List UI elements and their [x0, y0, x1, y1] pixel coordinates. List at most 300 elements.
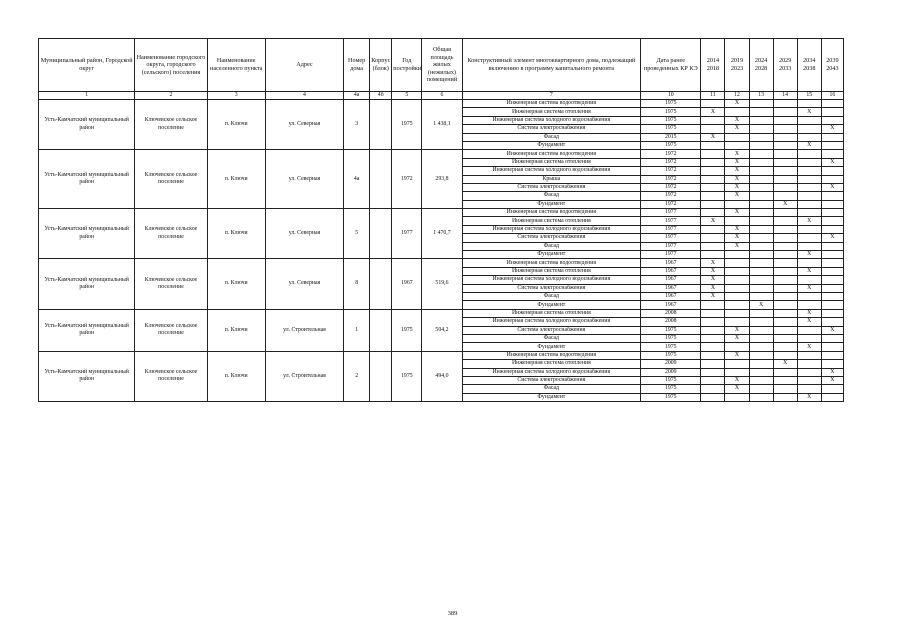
- prior-repair-date-cell: 1972: [641, 150, 701, 158]
- prior-repair-date-cell: 1977: [641, 217, 701, 225]
- period-cell: [821, 318, 843, 326]
- planned-mark: X: [797, 217, 821, 225]
- column-number: 6: [422, 92, 462, 100]
- element-name-cell: Инженерная система отопления: [462, 217, 641, 225]
- period-cell: [701, 167, 725, 175]
- table-body: [39, 100, 844, 402]
- period-cell: [749, 133, 773, 141]
- prior-repair-date-cell: 1975: [641, 343, 701, 351]
- prior-repair-date-cell: 2009: [641, 360, 701, 368]
- planned-mark: X: [725, 225, 749, 233]
- block-cell: [370, 150, 392, 209]
- period-cell: [821, 116, 843, 124]
- period-cell: [749, 368, 773, 376]
- planned-mark: X: [821, 326, 843, 334]
- period-cell: [749, 334, 773, 342]
- period-cell: [749, 234, 773, 242]
- period-cell: [773, 167, 797, 175]
- period-cell: [701, 225, 725, 233]
- element-name-cell: Инженерная система холодного водоснабжения: [462, 116, 641, 124]
- element-name-cell: Система электроснабжения: [462, 183, 641, 191]
- planned-mark: X: [725, 125, 749, 133]
- period-cell: [797, 200, 821, 208]
- header-cell: Номер дома: [344, 39, 370, 92]
- period-cell: [725, 284, 749, 292]
- element-name-cell: Инженерная система отопления: [462, 158, 641, 166]
- period-cell: [701, 343, 725, 351]
- period-cell: [725, 108, 749, 116]
- period-cell: [821, 343, 843, 351]
- planned-mark: X: [701, 276, 725, 284]
- column-number: 4: [265, 92, 343, 100]
- period-cell: [725, 267, 749, 275]
- period-cell: [797, 167, 821, 175]
- planned-mark: X: [725, 158, 749, 166]
- prior-repair-date-cell: 1975: [641, 385, 701, 393]
- planned-mark: X: [821, 234, 843, 242]
- house-number-cell: 1: [344, 309, 370, 351]
- header-cell: 2039 2043: [821, 39, 843, 92]
- period-cell: [797, 276, 821, 284]
- district-cell: Усть-Камчатский муниципальный район: [39, 209, 135, 259]
- period-cell: [821, 242, 843, 250]
- locality-cell: п. Ключи: [207, 351, 265, 401]
- element-name-cell: Система электроснабжения: [462, 125, 641, 133]
- block-cell: [370, 351, 392, 401]
- period-cell: [821, 192, 843, 200]
- element-name-cell: Фасад: [462, 385, 641, 393]
- area-cell: 519,6: [422, 259, 462, 309]
- planned-mark: X: [725, 234, 749, 242]
- header-cell: Наименование городского округа, городского (сельского) поселения: [135, 39, 207, 92]
- period-cell: [725, 368, 749, 376]
- prior-repair-date-cell: 1977: [641, 242, 701, 250]
- element-name-cell: Система электроснабжения: [462, 284, 641, 292]
- prior-repair-date-cell: 1967: [641, 292, 701, 300]
- prior-repair-date-cell: 1975: [641, 334, 701, 342]
- period-cell: [773, 133, 797, 141]
- column-number: 15: [797, 92, 821, 100]
- planned-mark: X: [773, 360, 797, 368]
- period-cell: [749, 351, 773, 359]
- planned-mark: X: [725, 376, 749, 384]
- period-cell: [773, 385, 797, 393]
- period-cell: [797, 183, 821, 191]
- column-number: 14: [773, 92, 797, 100]
- period-cell: [749, 100, 773, 108]
- header-cell: Дата ранее проведенных КР КЭ: [641, 39, 701, 92]
- period-cell: [749, 192, 773, 200]
- prior-repair-date-cell: 1975: [641, 351, 701, 359]
- planned-mark: X: [701, 292, 725, 300]
- district-cell: Усть-Камчатский муниципальный район: [39, 351, 135, 401]
- period-cell: [821, 334, 843, 342]
- column-number: 1: [39, 92, 135, 100]
- period-cell: [797, 301, 821, 309]
- address-cell: ул. Северная: [265, 100, 343, 150]
- element-name-cell: Фундамент: [462, 301, 641, 309]
- prior-repair-date-cell: 1975: [641, 116, 701, 124]
- locality-cell: п. Ключи: [207, 100, 265, 150]
- planned-mark: X: [797, 141, 821, 149]
- period-cell: [773, 209, 797, 217]
- planned-mark: X: [821, 368, 843, 376]
- table-row: [39, 100, 844, 108]
- planned-mark: X: [821, 183, 843, 191]
- period-cell: [773, 326, 797, 334]
- period-cell: [773, 234, 797, 242]
- planned-mark: X: [797, 393, 821, 401]
- element-name-cell: Инженерная система холодного водоснабжения: [462, 318, 641, 326]
- planned-mark: X: [725, 167, 749, 175]
- period-cell: [797, 158, 821, 166]
- planned-mark: X: [725, 100, 749, 108]
- period-cell: [821, 141, 843, 149]
- table-row: [39, 209, 844, 217]
- period-cell: [701, 251, 725, 259]
- planned-mark: X: [749, 301, 773, 309]
- element-name-cell: Крыша: [462, 175, 641, 183]
- planned-mark: X: [773, 200, 797, 208]
- element-name-cell: Инженерная система водоотведения: [462, 351, 641, 359]
- period-cell: [821, 385, 843, 393]
- planned-mark: X: [725, 209, 749, 217]
- planned-mark: X: [821, 376, 843, 384]
- element-name-cell: Фасад: [462, 133, 641, 141]
- period-cell: [725, 133, 749, 141]
- year-built-cell: 1975: [392, 351, 422, 401]
- period-cell: [749, 284, 773, 292]
- period-cell: [773, 192, 797, 200]
- period-cell: [749, 125, 773, 133]
- period-cell: [773, 251, 797, 259]
- planned-mark: X: [797, 267, 821, 275]
- page-number: 389: [447, 610, 458, 617]
- header-cell: Конструктивный элемент многоквартирного дома, подлежащий включению в программу капитального ремонта: [462, 39, 641, 92]
- prior-repair-date-cell: 1975: [641, 100, 701, 108]
- locality-cell: п. Ключи: [207, 150, 265, 209]
- planned-mark: X: [797, 251, 821, 259]
- prior-repair-date-cell: 1967: [641, 267, 701, 275]
- period-cell: [773, 351, 797, 359]
- prior-repair-date-cell: 1975: [641, 125, 701, 133]
- period-cell: [773, 141, 797, 149]
- column-number: 2: [135, 92, 207, 100]
- column-number: 4а: [344, 92, 370, 100]
- period-cell: [701, 309, 725, 317]
- planned-mark: X: [821, 125, 843, 133]
- period-cell: [797, 125, 821, 133]
- locality-cell: п. Ключи: [207, 309, 265, 351]
- prior-repair-date-cell: 1972: [641, 192, 701, 200]
- table-row: [39, 351, 844, 359]
- header-cell: 2014 2018: [701, 39, 725, 92]
- period-cell: [797, 133, 821, 141]
- period-cell: [797, 100, 821, 108]
- element-name-cell: Система электроснабжения: [462, 326, 641, 334]
- period-cell: [725, 393, 749, 401]
- period-cell: [701, 334, 725, 342]
- period-cell: [701, 175, 725, 183]
- prior-repair-date-cell: 1975: [641, 108, 701, 116]
- period-cell: [725, 360, 749, 368]
- planned-mark: X: [725, 385, 749, 393]
- district-cell: Усть-Камчатский муниципальный район: [39, 100, 135, 150]
- period-cell: [773, 393, 797, 401]
- repair-program-table: [38, 38, 844, 402]
- period-cell: [749, 183, 773, 191]
- period-cell: [773, 368, 797, 376]
- element-name-cell: Система электроснабжения: [462, 234, 641, 242]
- period-cell: [749, 158, 773, 166]
- prior-repair-date-cell: 2015: [641, 133, 701, 141]
- period-cell: [701, 158, 725, 166]
- prior-repair-date-cell: 1975: [641, 141, 701, 149]
- year-built-cell: 1975: [392, 100, 422, 150]
- period-cell: [701, 385, 725, 393]
- element-name-cell: Фундамент: [462, 393, 641, 401]
- period-cell: [749, 225, 773, 233]
- period-cell: [701, 376, 725, 384]
- settlement-cell: Ключевское сельское поселение: [135, 100, 207, 150]
- planned-mark: X: [701, 108, 725, 116]
- element-name-cell: Инженерная система отопления: [462, 309, 641, 317]
- period-cell: [773, 292, 797, 300]
- column-number-row: [39, 92, 844, 100]
- prior-repair-date-cell: 1972: [641, 175, 701, 183]
- area-cell: 494,0: [422, 351, 462, 401]
- period-cell: [773, 158, 797, 166]
- period-cell: [821, 292, 843, 300]
- year-built-cell: 1975: [392, 309, 422, 351]
- prior-repair-date-cell: 1967: [641, 259, 701, 267]
- period-cell: [797, 292, 821, 300]
- column-number: 3: [207, 92, 265, 100]
- period-cell: [725, 259, 749, 267]
- period-cell: [701, 141, 725, 149]
- settlement-cell: Ключевское сельское поселение: [135, 259, 207, 309]
- period-cell: [701, 368, 725, 376]
- period-cell: [821, 267, 843, 275]
- period-cell: [821, 108, 843, 116]
- address-cell: ул. Строительная: [265, 309, 343, 351]
- period-cell: [821, 301, 843, 309]
- period-cell: [701, 393, 725, 401]
- planned-mark: X: [701, 267, 725, 275]
- year-built-cell: 1977: [392, 209, 422, 259]
- block-cell: [370, 209, 392, 259]
- period-cell: [773, 125, 797, 133]
- period-cell: [749, 209, 773, 217]
- period-cell: [773, 225, 797, 233]
- period-cell: [749, 376, 773, 384]
- address-cell: ул. Северная: [265, 259, 343, 309]
- element-name-cell: Фундамент: [462, 251, 641, 259]
- period-cell: [773, 259, 797, 267]
- period-cell: [821, 309, 843, 317]
- period-cell: [797, 150, 821, 158]
- period-cell: [773, 242, 797, 250]
- column-number: 11: [701, 92, 725, 100]
- planned-mark: X: [701, 217, 725, 225]
- prior-repair-date-cell: 1975: [641, 393, 701, 401]
- header-cell: Муниципальный район, Городской округ: [39, 39, 135, 92]
- period-cell: [773, 309, 797, 317]
- planned-mark: X: [725, 242, 749, 250]
- period-cell: [821, 259, 843, 267]
- period-cell: [749, 393, 773, 401]
- district-cell: Усть-Камчатский муниципальный район: [39, 259, 135, 309]
- planned-mark: X: [725, 351, 749, 359]
- area-cell: 504,2: [422, 309, 462, 351]
- period-cell: [701, 200, 725, 208]
- period-cell: [797, 259, 821, 267]
- header-cell: 2019 2023: [725, 39, 749, 92]
- period-cell: [797, 175, 821, 183]
- element-name-cell: Фасад: [462, 292, 641, 300]
- planned-mark: X: [701, 133, 725, 141]
- planned-mark: X: [797, 343, 821, 351]
- element-name-cell: Фасад: [462, 192, 641, 200]
- period-cell: [749, 251, 773, 259]
- period-cell: [749, 318, 773, 326]
- table-row: [39, 309, 844, 317]
- planned-mark: X: [725, 116, 749, 124]
- settlement-cell: Ключевское сельское поселение: [135, 209, 207, 259]
- period-cell: [797, 234, 821, 242]
- planned-mark: X: [701, 284, 725, 292]
- period-cell: [821, 225, 843, 233]
- element-name-cell: Система электроснабжения: [462, 376, 641, 384]
- period-cell: [821, 133, 843, 141]
- period-cell: [773, 267, 797, 275]
- header-cell: 2029 2033: [773, 39, 797, 92]
- prior-repair-date-cell: 2008: [641, 309, 701, 317]
- planned-mark: X: [725, 183, 749, 191]
- house-number-cell: 4а: [344, 150, 370, 209]
- prior-repair-date-cell: 1967: [641, 301, 701, 309]
- element-name-cell: Инженерная система водоотведения: [462, 209, 641, 217]
- element-name-cell: Инженерная система холодного водоснабжения: [462, 225, 641, 233]
- period-cell: [749, 309, 773, 317]
- period-cell: [773, 175, 797, 183]
- area-cell: 1 470,7: [422, 209, 462, 259]
- settlement-cell: Ключевское сельское поселение: [135, 150, 207, 209]
- element-name-cell: Инженерная система водоотведения: [462, 150, 641, 158]
- period-cell: [749, 150, 773, 158]
- planned-mark: X: [701, 259, 725, 267]
- prior-repair-date-cell: 1967: [641, 284, 701, 292]
- period-cell: [773, 284, 797, 292]
- period-cell: [821, 200, 843, 208]
- period-cell: [773, 376, 797, 384]
- column-number: 12: [725, 92, 749, 100]
- element-name-cell: Инженерная система отопления: [462, 360, 641, 368]
- period-cell: [797, 242, 821, 250]
- column-number: 10: [641, 92, 701, 100]
- table-row: [39, 150, 844, 158]
- element-name-cell: Инженерная система водоотведения: [462, 100, 641, 108]
- period-cell: [701, 351, 725, 359]
- period-cell: [821, 100, 843, 108]
- element-name-cell: Фундамент: [462, 200, 641, 208]
- period-cell: [749, 292, 773, 300]
- period-cell: [797, 225, 821, 233]
- period-cell: [797, 368, 821, 376]
- period-cell: [749, 200, 773, 208]
- period-cell: [725, 301, 749, 309]
- period-cell: [725, 309, 749, 317]
- block-cell: [370, 259, 392, 309]
- period-cell: [773, 183, 797, 191]
- header-cell: 2034 2038: [797, 39, 821, 92]
- header-cell: Корпус (блок): [370, 39, 392, 92]
- period-cell: [701, 192, 725, 200]
- table-row: [39, 259, 844, 267]
- period-cell: [749, 276, 773, 284]
- period-cell: [725, 276, 749, 284]
- period-cell: [773, 108, 797, 116]
- period-cell: [749, 360, 773, 368]
- period-cell: [821, 251, 843, 259]
- column-number: 5: [392, 92, 422, 100]
- period-cell: [701, 318, 725, 326]
- period-cell: [773, 318, 797, 326]
- column-number: 7: [462, 92, 641, 100]
- period-cell: [749, 167, 773, 175]
- period-cell: [773, 276, 797, 284]
- planned-mark: X: [797, 284, 821, 292]
- header-cell: Год постройки: [392, 39, 422, 92]
- period-cell: [773, 150, 797, 158]
- address-cell: ул. Северная: [265, 150, 343, 209]
- period-cell: [821, 351, 843, 359]
- header-cell: Общая площадь жилых (нежилых) помещений: [422, 39, 462, 92]
- element-name-cell: Инженерная система холодного водоснабжения: [462, 276, 641, 284]
- period-cell: [749, 217, 773, 225]
- house-number-cell: 8: [344, 259, 370, 309]
- period-cell: [797, 334, 821, 342]
- planned-mark: X: [797, 318, 821, 326]
- element-name-cell: Инженерная система водоотведения: [462, 259, 641, 267]
- header-cell: Адрес: [265, 39, 343, 92]
- header-cell: 2024 2028: [749, 39, 773, 92]
- period-cell: [821, 276, 843, 284]
- period-cell: [821, 360, 843, 368]
- prior-repair-date-cell: 1972: [641, 183, 701, 191]
- settlement-cell: Ключевское сельское поселение: [135, 351, 207, 401]
- period-cell: [701, 242, 725, 250]
- period-cell: [749, 175, 773, 183]
- prior-repair-date-cell: 1967: [641, 276, 701, 284]
- element-name-cell: Инженерная система отопления: [462, 267, 641, 275]
- house-number-cell: 5: [344, 209, 370, 259]
- area-cell: 1 438,1: [422, 100, 462, 150]
- period-cell: [797, 376, 821, 384]
- house-number-cell: 2: [344, 351, 370, 401]
- document-sheet: [38, 38, 844, 402]
- period-cell: [749, 108, 773, 116]
- column-number: 16: [821, 92, 843, 100]
- period-cell: [773, 301, 797, 309]
- period-cell: [773, 100, 797, 108]
- period-cell: [749, 385, 773, 393]
- period-cell: [797, 209, 821, 217]
- period-cell: [749, 259, 773, 267]
- period-cell: [797, 360, 821, 368]
- period-cell: [725, 200, 749, 208]
- planned-mark: X: [725, 192, 749, 200]
